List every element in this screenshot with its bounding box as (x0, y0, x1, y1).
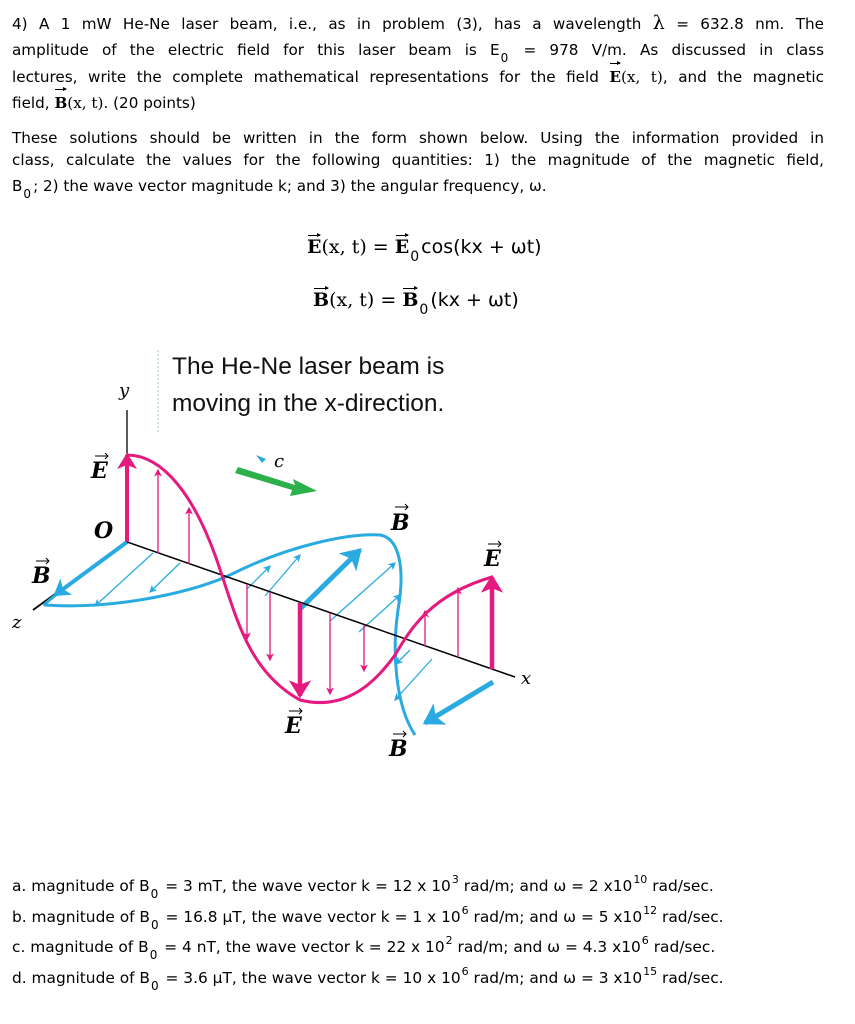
origin-label: O (94, 518, 114, 544)
B-label-z (31, 558, 51, 589)
text: (x, t) (620, 68, 663, 86)
subscript-zero: 0 (149, 948, 158, 962)
B-label: B (389, 736, 408, 762)
exponent: 15 (643, 964, 658, 978)
B-label-bottom (388, 731, 408, 762)
text: field, (12, 94, 55, 112)
option-a[interactable] (12, 872, 724, 903)
subscript-zero: 0 (500, 51, 509, 65)
text: amplitude of the electric field for this laser beam is E (12, 41, 500, 59)
text: cos(kx + ωt) (421, 236, 542, 258)
subscript-zero: 0 (410, 249, 420, 265)
option-d[interactable] (12, 964, 724, 995)
text: = 978 V/m. As discussed in class (510, 41, 824, 59)
subscript-zero: 0 (23, 187, 32, 201)
option-c[interactable] (12, 933, 724, 964)
text: rad/sec. (657, 907, 724, 926)
lambda-symbol: λ (652, 12, 665, 34)
em-wave-diagram (0, 340, 560, 780)
E-label-origin (90, 453, 109, 484)
exponent: 6 (461, 964, 469, 978)
text: rad/m; and ω = 2 x10 (458, 877, 633, 895)
instructions-line-1: These solutions should be written in the form shown below. Using the information provided in (12, 129, 824, 147)
vector-E: E (609, 64, 621, 90)
vector-E0: E (394, 236, 410, 258)
text: (x, t) (329, 289, 375, 311)
text: = 632.8 nm. The (664, 15, 824, 33)
text: (x, t) (67, 94, 104, 112)
problem-line-2 (12, 37, 824, 64)
exponent: 12 (643, 903, 658, 917)
instructions-line-3 (12, 171, 824, 202)
E-label: E (91, 458, 108, 484)
text: rad/m; and ω = 3 x10 (468, 968, 643, 987)
exponent: 6 (641, 934, 649, 947)
subscript-zero: 0 (419, 302, 429, 318)
y-axis-label: y (119, 380, 130, 401)
text: b. magnitude of B (12, 907, 150, 926)
text: ; 2) the wave vector magnitude k; and 3) the angular frequency, ω. (33, 177, 547, 195)
text: B (12, 177, 23, 195)
E-label-right (483, 541, 502, 572)
text: (x, t) (321, 236, 367, 258)
magnetic-field-vectors (55, 542, 493, 723)
text: (kx + ωt) (430, 289, 519, 311)
text: . (20 points) (103, 94, 196, 112)
problem-statement (12, 10, 824, 116)
text: = 4 nT, the wave vector k = 22 x 10 (159, 938, 445, 956)
equation-B (313, 289, 519, 318)
exponent: 2 (445, 934, 453, 947)
text: c. magnitude of B (12, 938, 149, 956)
text: = 3 mT, the wave vector k = 12 x 10 (160, 877, 451, 895)
x-axis-label: x (521, 668, 532, 689)
text: = (366, 236, 395, 258)
instructions (12, 127, 824, 202)
exponent: 10 (633, 873, 648, 886)
exponent: 3 (451, 873, 459, 886)
B-label-peak (390, 504, 410, 536)
text: rad/sec. (648, 938, 716, 956)
option-b[interactable] (12, 903, 724, 934)
text: = 3.6 µT, the wave vector k = 10 x 10 (160, 968, 461, 987)
subscript-zero: 0 (150, 978, 159, 993)
problem-line-3 (12, 64, 824, 90)
subscript-zero: 0 (150, 917, 159, 932)
text: rad/m; and ω = 5 x10 (468, 907, 643, 926)
x-axis (127, 542, 515, 677)
E-label: E (484, 546, 501, 572)
equation-E (307, 236, 542, 265)
vector-B: B (313, 289, 330, 311)
text: rad/sec. (657, 968, 724, 987)
B-label: B (391, 510, 410, 536)
exponent: 6 (461, 903, 469, 917)
problem-line-4 (12, 90, 824, 116)
answer-options (12, 872, 724, 994)
E-label: E (285, 713, 302, 739)
text: , and the magnetic (662, 68, 824, 86)
text: rad/m; and ω = 4.3 x10 (452, 938, 641, 956)
text: = 16.8 µT, the wave vector k = 1 x 10 (160, 907, 461, 926)
text: rad/sec. (647, 877, 714, 895)
text: 4) A 1 mW He-Ne laser beam, i.e., as in problem (3), has a wavelength (12, 15, 653, 33)
callout-line-1: The He-Ne laser beam is (172, 353, 445, 380)
text: d. magnitude of B (12, 968, 150, 987)
subscript-zero: 0 (150, 887, 159, 901)
problem-line-1 (12, 10, 824, 37)
text: lectures, write the complete mathematical representations for the field (12, 68, 610, 86)
speed-label: c (274, 451, 285, 472)
vector-B: B (54, 90, 67, 116)
magnetic-field-wave (45, 535, 415, 735)
z-axis-label: z (12, 612, 22, 633)
instructions-line-2: class, calculate the values for the following quantities: 1) the magnitude of the magnetic field, (12, 151, 824, 169)
callout-line-2: moving in the x-direction. (172, 390, 445, 417)
text: a. magnitude of B (12, 877, 150, 895)
vector-E: E (307, 236, 322, 258)
vector-B0: B (402, 289, 419, 311)
B-label: B (32, 563, 51, 589)
E-label-bottom (284, 708, 303, 739)
text: = (374, 289, 403, 311)
